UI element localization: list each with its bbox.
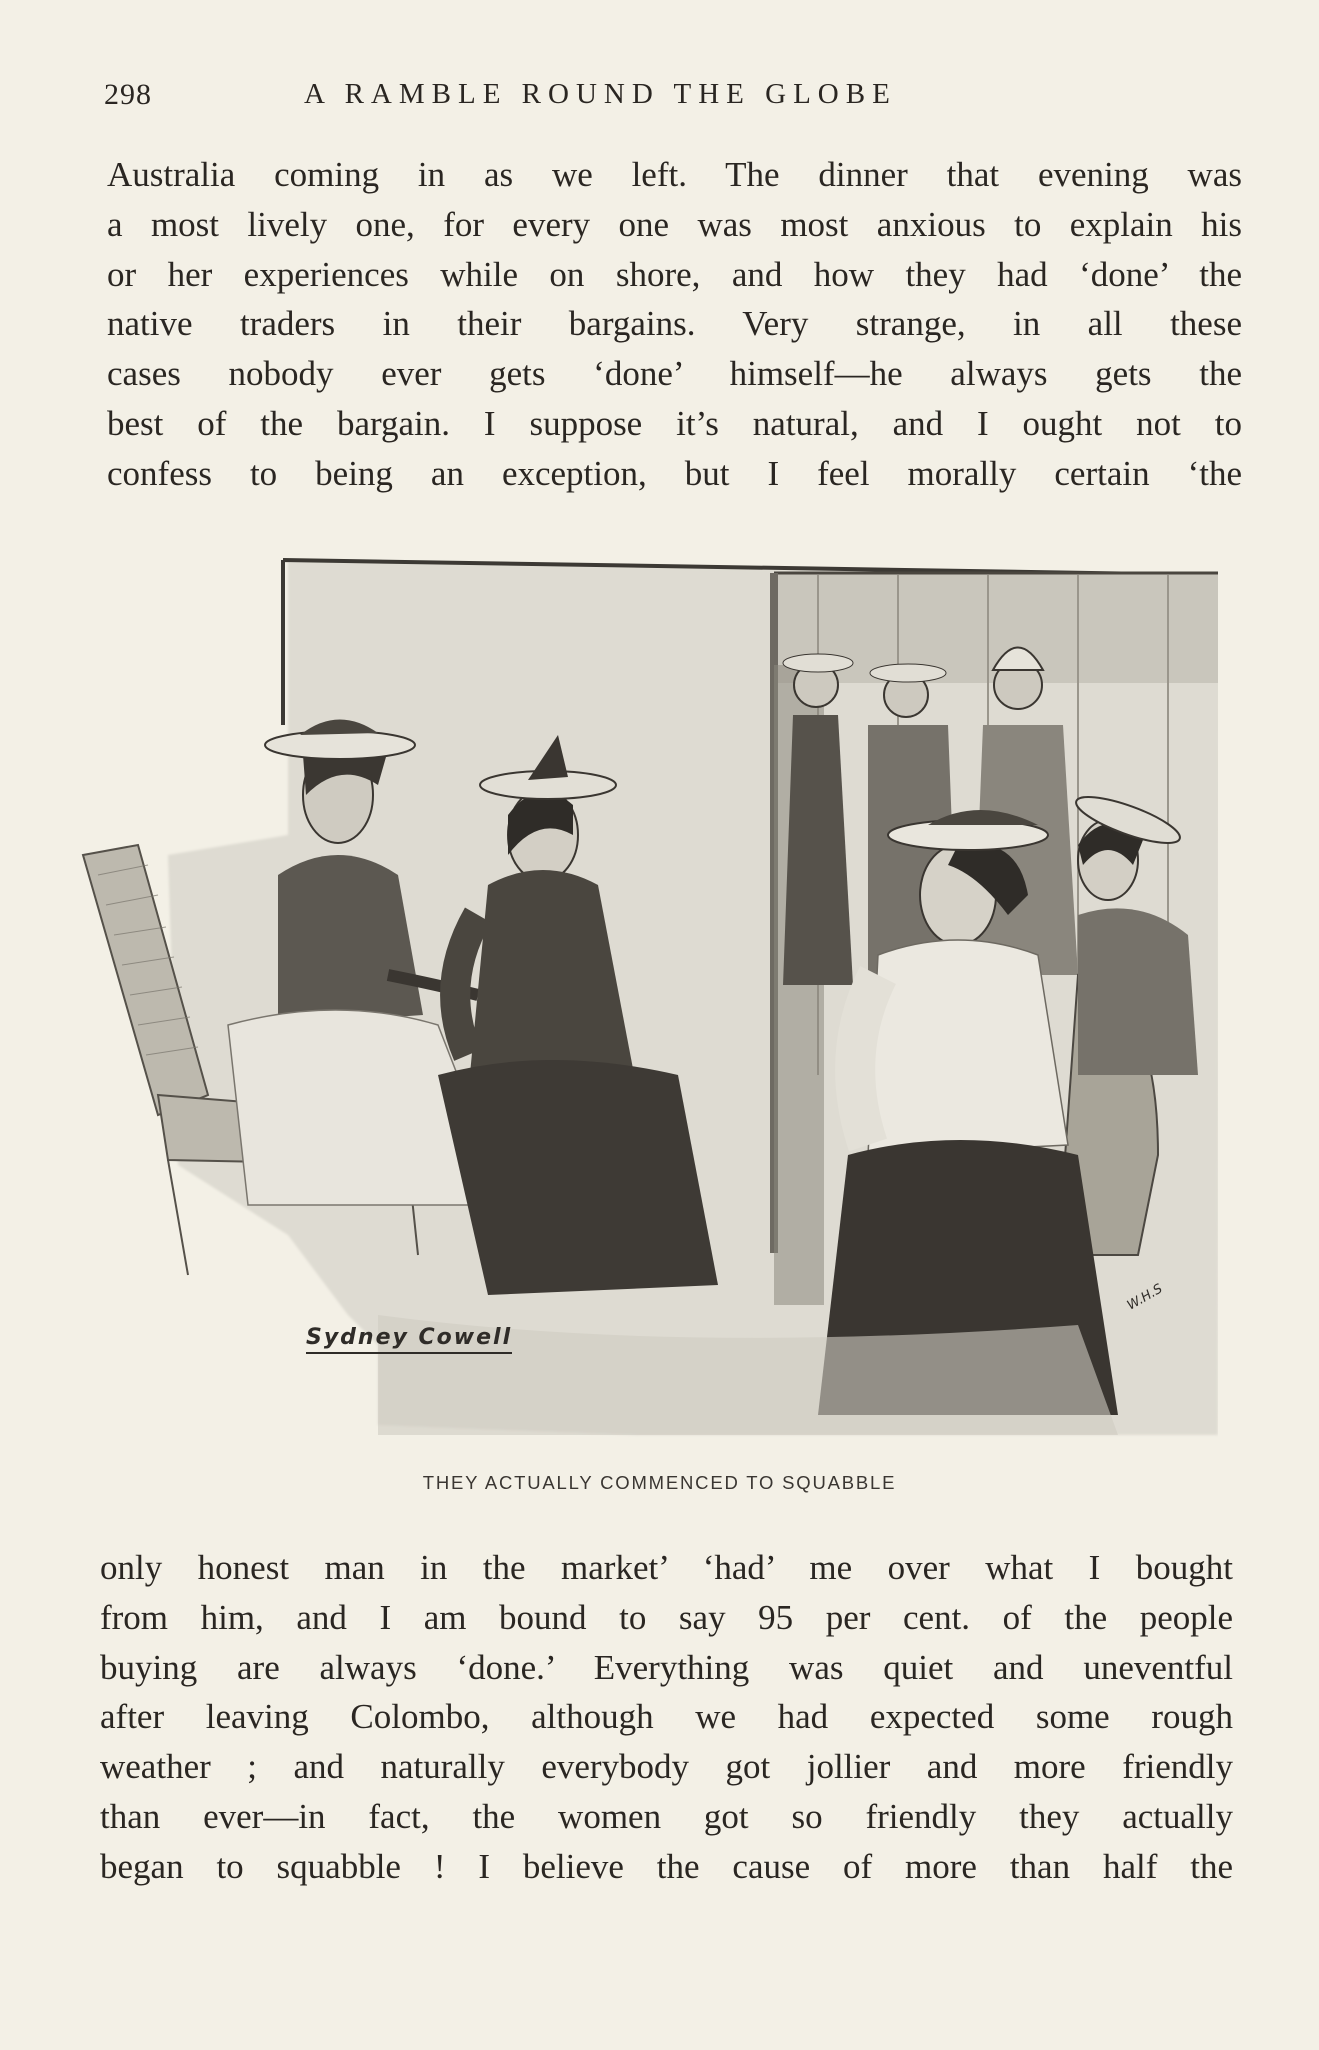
text-line: or her experiences while on shore, and how they had ‘done’ the (107, 254, 1242, 294)
text-line: weather ; and naturally everybody got jollier and more friendly (100, 1747, 1233, 1787)
text-line: a most lively one, for every one was most anxious to explain his (107, 204, 1242, 244)
text-line: best of the bargain. I suppose it’s natural, and I ought not to (107, 403, 1242, 443)
text-line: Australia coming in as we left. The dinner that evening was (107, 155, 1242, 194)
illustration-drawing (78, 555, 1218, 1455)
text-line: confess to being an exception, but I feel morally certain ‘the (107, 453, 1242, 493)
body-text-bottom (100, 1543, 1233, 1892)
page-number: 298 (104, 78, 152, 111)
artist-signature: Sydney Cowell (306, 1325, 512, 1354)
text-line: after leaving Colombo, although we had expected some rough (100, 1697, 1233, 1737)
engraver-monogram: W.H.S (1124, 1281, 1166, 1314)
running-title: A RAMBLE ROUND THE GLOBE (304, 78, 897, 110)
text-line: only honest man in the market’ ‘had’ me over what I bought (100, 1548, 1233, 1587)
illustration-women-on-deck (78, 555, 1218, 1455)
text-line: buying are always ‘done.’ Everything was quiet and uneventful (100, 1647, 1233, 1687)
running-head (104, 78, 1244, 118)
text-line: than ever—in fact, the women got so friendly they actually (100, 1796, 1233, 1836)
text-line: began to squabble ! I believe the cause of more than half the (100, 1846, 1233, 1886)
body-text-top (107, 150, 1242, 499)
text-line: cases nobody ever gets ‘done’ himself—he always gets the (107, 354, 1242, 394)
illustration-caption: THEY ACTUALLY COMMENCED TO SQUABBLE (422, 1472, 897, 1493)
text-line: native traders in their bargains. Very strange, in all these (107, 304, 1242, 344)
text-line: from him, and I am bound to say 95 per cent. of the people (100, 1597, 1233, 1637)
